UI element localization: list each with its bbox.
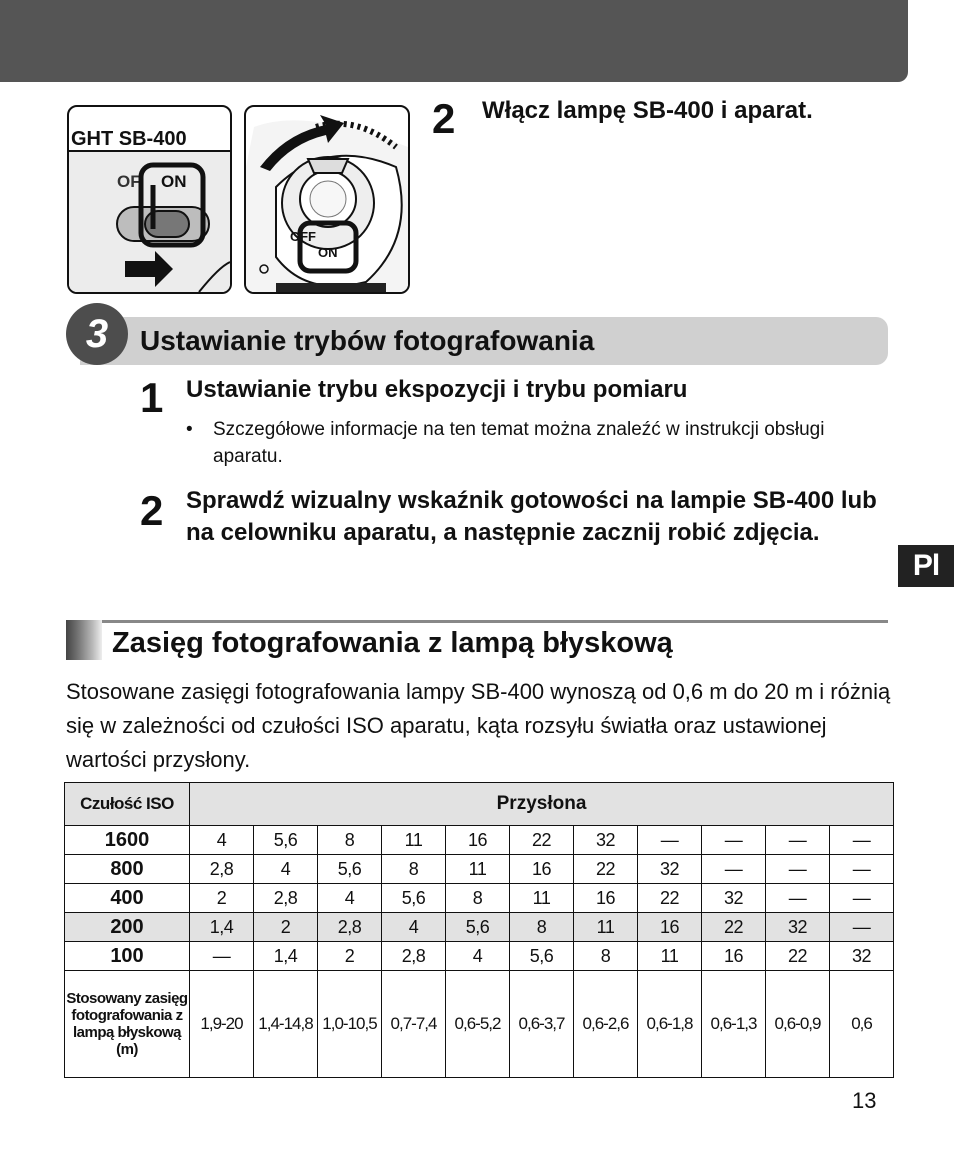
- aperture-cell: 8: [382, 855, 446, 884]
- aperture-cell: 11: [638, 942, 702, 971]
- section-step-2-text: Sprawdź wizualny wskaźnik gotowości na lampie SB-400 lub na celowniku aparatu, a następnie zacznij robić zdjęcia.: [186, 487, 877, 546]
- switch-on-label: ON: [161, 172, 187, 191]
- flash-model-label: GHT SB-400: [71, 128, 187, 150]
- range-cell: 0,6-5,2: [446, 971, 510, 1078]
- range-cell: 0,6-0,9: [766, 971, 830, 1078]
- aperture-cell: 2,8: [254, 884, 318, 913]
- aperture-cell: 16: [638, 913, 702, 942]
- aperture-cell: 4: [382, 913, 446, 942]
- iso-label: 200: [65, 913, 190, 942]
- aperture-cell: 4: [254, 855, 318, 884]
- aperture-cell: 22: [510, 826, 574, 855]
- aperture-cell: 4: [190, 826, 254, 855]
- aperture-cell: 11: [510, 884, 574, 913]
- aperture-cell: 2,8: [190, 855, 254, 884]
- aperture-cell: 16: [574, 884, 638, 913]
- aperture-cell: 32: [766, 913, 830, 942]
- dial-off-label: OFF: [290, 229, 316, 244]
- aperture-cell: 32: [638, 855, 702, 884]
- range-cell: 0,7-7,4: [382, 971, 446, 1078]
- section-title: Ustawianie trybów fotografowania: [140, 325, 595, 356]
- aperture-cell: 16: [702, 942, 766, 971]
- top-header-bar: [0, 0, 908, 82]
- aperture-cell: 11: [574, 913, 638, 942]
- range-cell: 0,6-1,3: [702, 971, 766, 1078]
- aperture-cell: 1,4: [254, 942, 318, 971]
- aperture-cell: —: [830, 913, 894, 942]
- aperture-cell: 8: [510, 913, 574, 942]
- aperture-cell: 11: [446, 855, 510, 884]
- iso-label: 400: [65, 884, 190, 913]
- iso-label: 800: [65, 855, 190, 884]
- aperture-cell: 4: [446, 942, 510, 971]
- aperture-cell: 5,6: [254, 826, 318, 855]
- range-cell: 1,4-14,8: [254, 971, 318, 1078]
- aperture-cell: —: [190, 942, 254, 971]
- aperture-cell: 1,4: [190, 913, 254, 942]
- page-number: 13: [852, 1088, 877, 1113]
- aperture-cell: 2: [190, 884, 254, 913]
- aperture-cell: 2,8: [318, 913, 382, 942]
- aperture-cell: —: [830, 884, 894, 913]
- flash-range-table: [64, 782, 894, 1078]
- section-number-badge: 3: [66, 303, 128, 365]
- flash-power-switch-drawing: [69, 107, 230, 292]
- aperture-cell: —: [702, 855, 766, 884]
- aperture-cell: 16: [446, 826, 510, 855]
- aperture-cell: 32: [574, 826, 638, 855]
- aperture-cell: 22: [574, 855, 638, 884]
- aperture-cell: 5,6: [382, 884, 446, 913]
- range-section-title: Zasięg fotografowania z lampą błyskową: [112, 627, 673, 659]
- range-label: Stosowany zasięg fotografowania z lampą błyskową (m): [65, 971, 190, 1078]
- iso-label: 100: [65, 942, 190, 971]
- aperture-cell: —: [638, 826, 702, 855]
- aperture-cell: —: [702, 826, 766, 855]
- aperture-cell: 2,8: [382, 942, 446, 971]
- iso-label: 1600: [65, 826, 190, 855]
- dial-on-label: ON: [318, 245, 338, 260]
- iso-header: Czułość ISO: [65, 783, 190, 826]
- aperture-cell: —: [766, 855, 830, 884]
- aperture-cell: 4: [318, 884, 382, 913]
- range-cell: 0,6-2,6: [574, 971, 638, 1078]
- aperture-cell: 8: [318, 826, 382, 855]
- language-tab: Pl: [898, 545, 954, 587]
- aperture-cell: 32: [830, 942, 894, 971]
- aperture-cell: 5,6: [446, 913, 510, 942]
- camera-power-dial-illustration: [244, 105, 410, 294]
- range-cell: 1,0-10,5: [318, 971, 382, 1078]
- bullet-text: Szczegółowe informacje na ten temat można znaleźć w instrukcji obsługi aparatu.: [213, 419, 825, 467]
- step-2-top-number: 2: [432, 95, 456, 142]
- aperture-cell: 8: [446, 884, 510, 913]
- aperture-cell: 8: [574, 942, 638, 971]
- aperture-cell: 22: [638, 884, 702, 913]
- switch-off-label: OF: [117, 172, 141, 191]
- aperture-cell: —: [766, 826, 830, 855]
- aperture-cell: —: [766, 884, 830, 913]
- camera-power-dial-drawing: [246, 107, 408, 292]
- section-step-2-number: 2: [140, 487, 164, 534]
- aperture-cell: 2: [318, 942, 382, 971]
- range-cell: 1,9-20: [190, 971, 254, 1078]
- aperture-cell: 32: [702, 884, 766, 913]
- section-step-1-text: Ustawianie trybu ekspozycji i trybu pomiaru: [186, 376, 688, 403]
- section-step-1-bullet: [186, 416, 876, 470]
- range-cell: 0,6-1,8: [638, 971, 702, 1078]
- aperture-cell: 22: [766, 942, 830, 971]
- aperture-cell: 5,6: [318, 855, 382, 884]
- aperture-cell: 5,6: [510, 942, 574, 971]
- aperture-cell: —: [830, 826, 894, 855]
- aperture-cell: 22: [702, 913, 766, 942]
- section-step-1-number: 1: [140, 374, 164, 421]
- range-cell: 0,6-3,7: [510, 971, 574, 1078]
- range-section-marker: [66, 620, 102, 660]
- aperture-cell: 11: [382, 826, 446, 855]
- aperture-cell: —: [830, 855, 894, 884]
- bullet-symbol: •: [186, 419, 193, 440]
- aperture-cell: 2: [254, 913, 318, 942]
- range-intro-paragraph: Stosowane zasięgi fotografowania lampy SB-400 wynoszą od 0,6 m do 20 m i różnią się w zależności od czułości ISO aparatu, kąta rozsyłu światła oraz ustawionej wartości przysłony.: [66, 679, 891, 772]
- aperture-header: Przysłona: [190, 783, 894, 826]
- flash-power-switch-illustration: [67, 105, 232, 294]
- aperture-cell: 16: [510, 855, 574, 884]
- range-cell: 0,6: [830, 971, 894, 1078]
- range-section-rule: [66, 620, 888, 623]
- step-2-top-text: Włącz lampę SB-400 i aparat.: [482, 97, 813, 124]
